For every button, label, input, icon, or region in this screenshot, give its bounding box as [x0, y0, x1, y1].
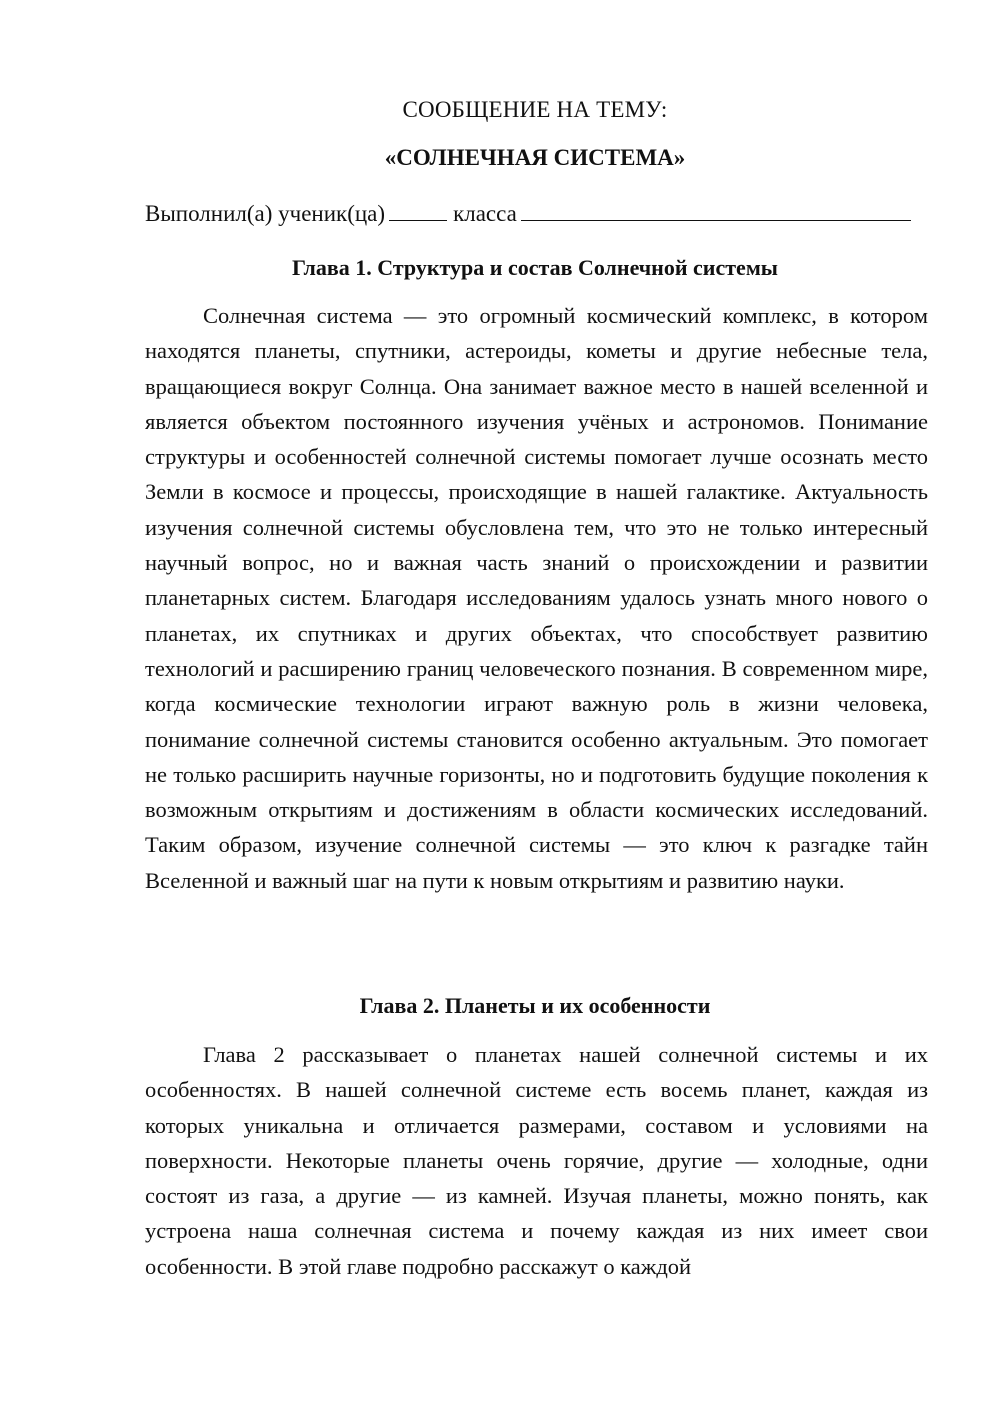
author-line: [145, 196, 935, 230]
chapter-1-paragraph: Солнечная система — это огромный космический комплекс, в котором находятся планеты, спутники, астероиды, кометы и другие небесные тела, вращающиеся вокруг Солнца. Она занимает важное место в нашей вселенной и является объектом постоянного изучения учёных и астрономов. Понимание структуры и особенностей солнечной системы помогает лучше осознать место Земли в космосе и процессы, происходящие в нашей галактике. Актуальность изучения солнечной системы обусловлена тем, что это не только интересный научный вопрос, но и важная часть знаний о происхождении и развитии планетарных систем. Благодаря исследованиям удалось узнать много нового о планетах, их спутниках и других объектах, что способствует развитию технологий и расширению границ человеческого познания. В современном мире, когда космические технологии играют важную роль в жизни человека, понимание солнечной системы становится особенно актуальным. Это помогает не только расширить научные горизонты, но и подготовить будущие поколения к возможным открытиям и достижениям в области космических исследований. Таким образом, изучение солнечной системы — это ключ к разгадке тайн Вселенной и важный шаг на пути к новым открытиям и развитию науки.: [145, 303, 928, 893]
class-number-blank: [389, 196, 447, 221]
document-title-line1: СООБЩЕНИЕ НА ТЕМУ:: [402, 97, 668, 122]
chapter-2-paragraph: Глава 2 рассказывает о планетах нашей солнечной системы и их особенностях. В нашей солнечной системе есть восемь планет, каждая из которых уникальна и отличается размерами, составом и условиями на поверхности. Некоторые планеты очень горячие, другие — холодные, одни состоят из газа, а другие — из камней. Изучая планеты, можно понять, как устроена наша солнечная система и почему каждая из них имеет свои особенности. В этой главе подробно расскажут о каждой: [145, 1042, 928, 1279]
author-prefix: Выполнил(а) ученик(ца): [145, 201, 386, 226]
chapter-2-heading: Глава 2. Планеты и их особенности: [359, 993, 711, 1018]
author-class-label: класса: [453, 201, 517, 226]
document-title-line2: «СОЛНЕЧНАЯ СИСТЕМА»: [384, 145, 686, 170]
chapter-1-heading: Глава 1. Структура и состав Солнечной системы: [292, 255, 778, 280]
student-name-blank: [521, 196, 911, 221]
